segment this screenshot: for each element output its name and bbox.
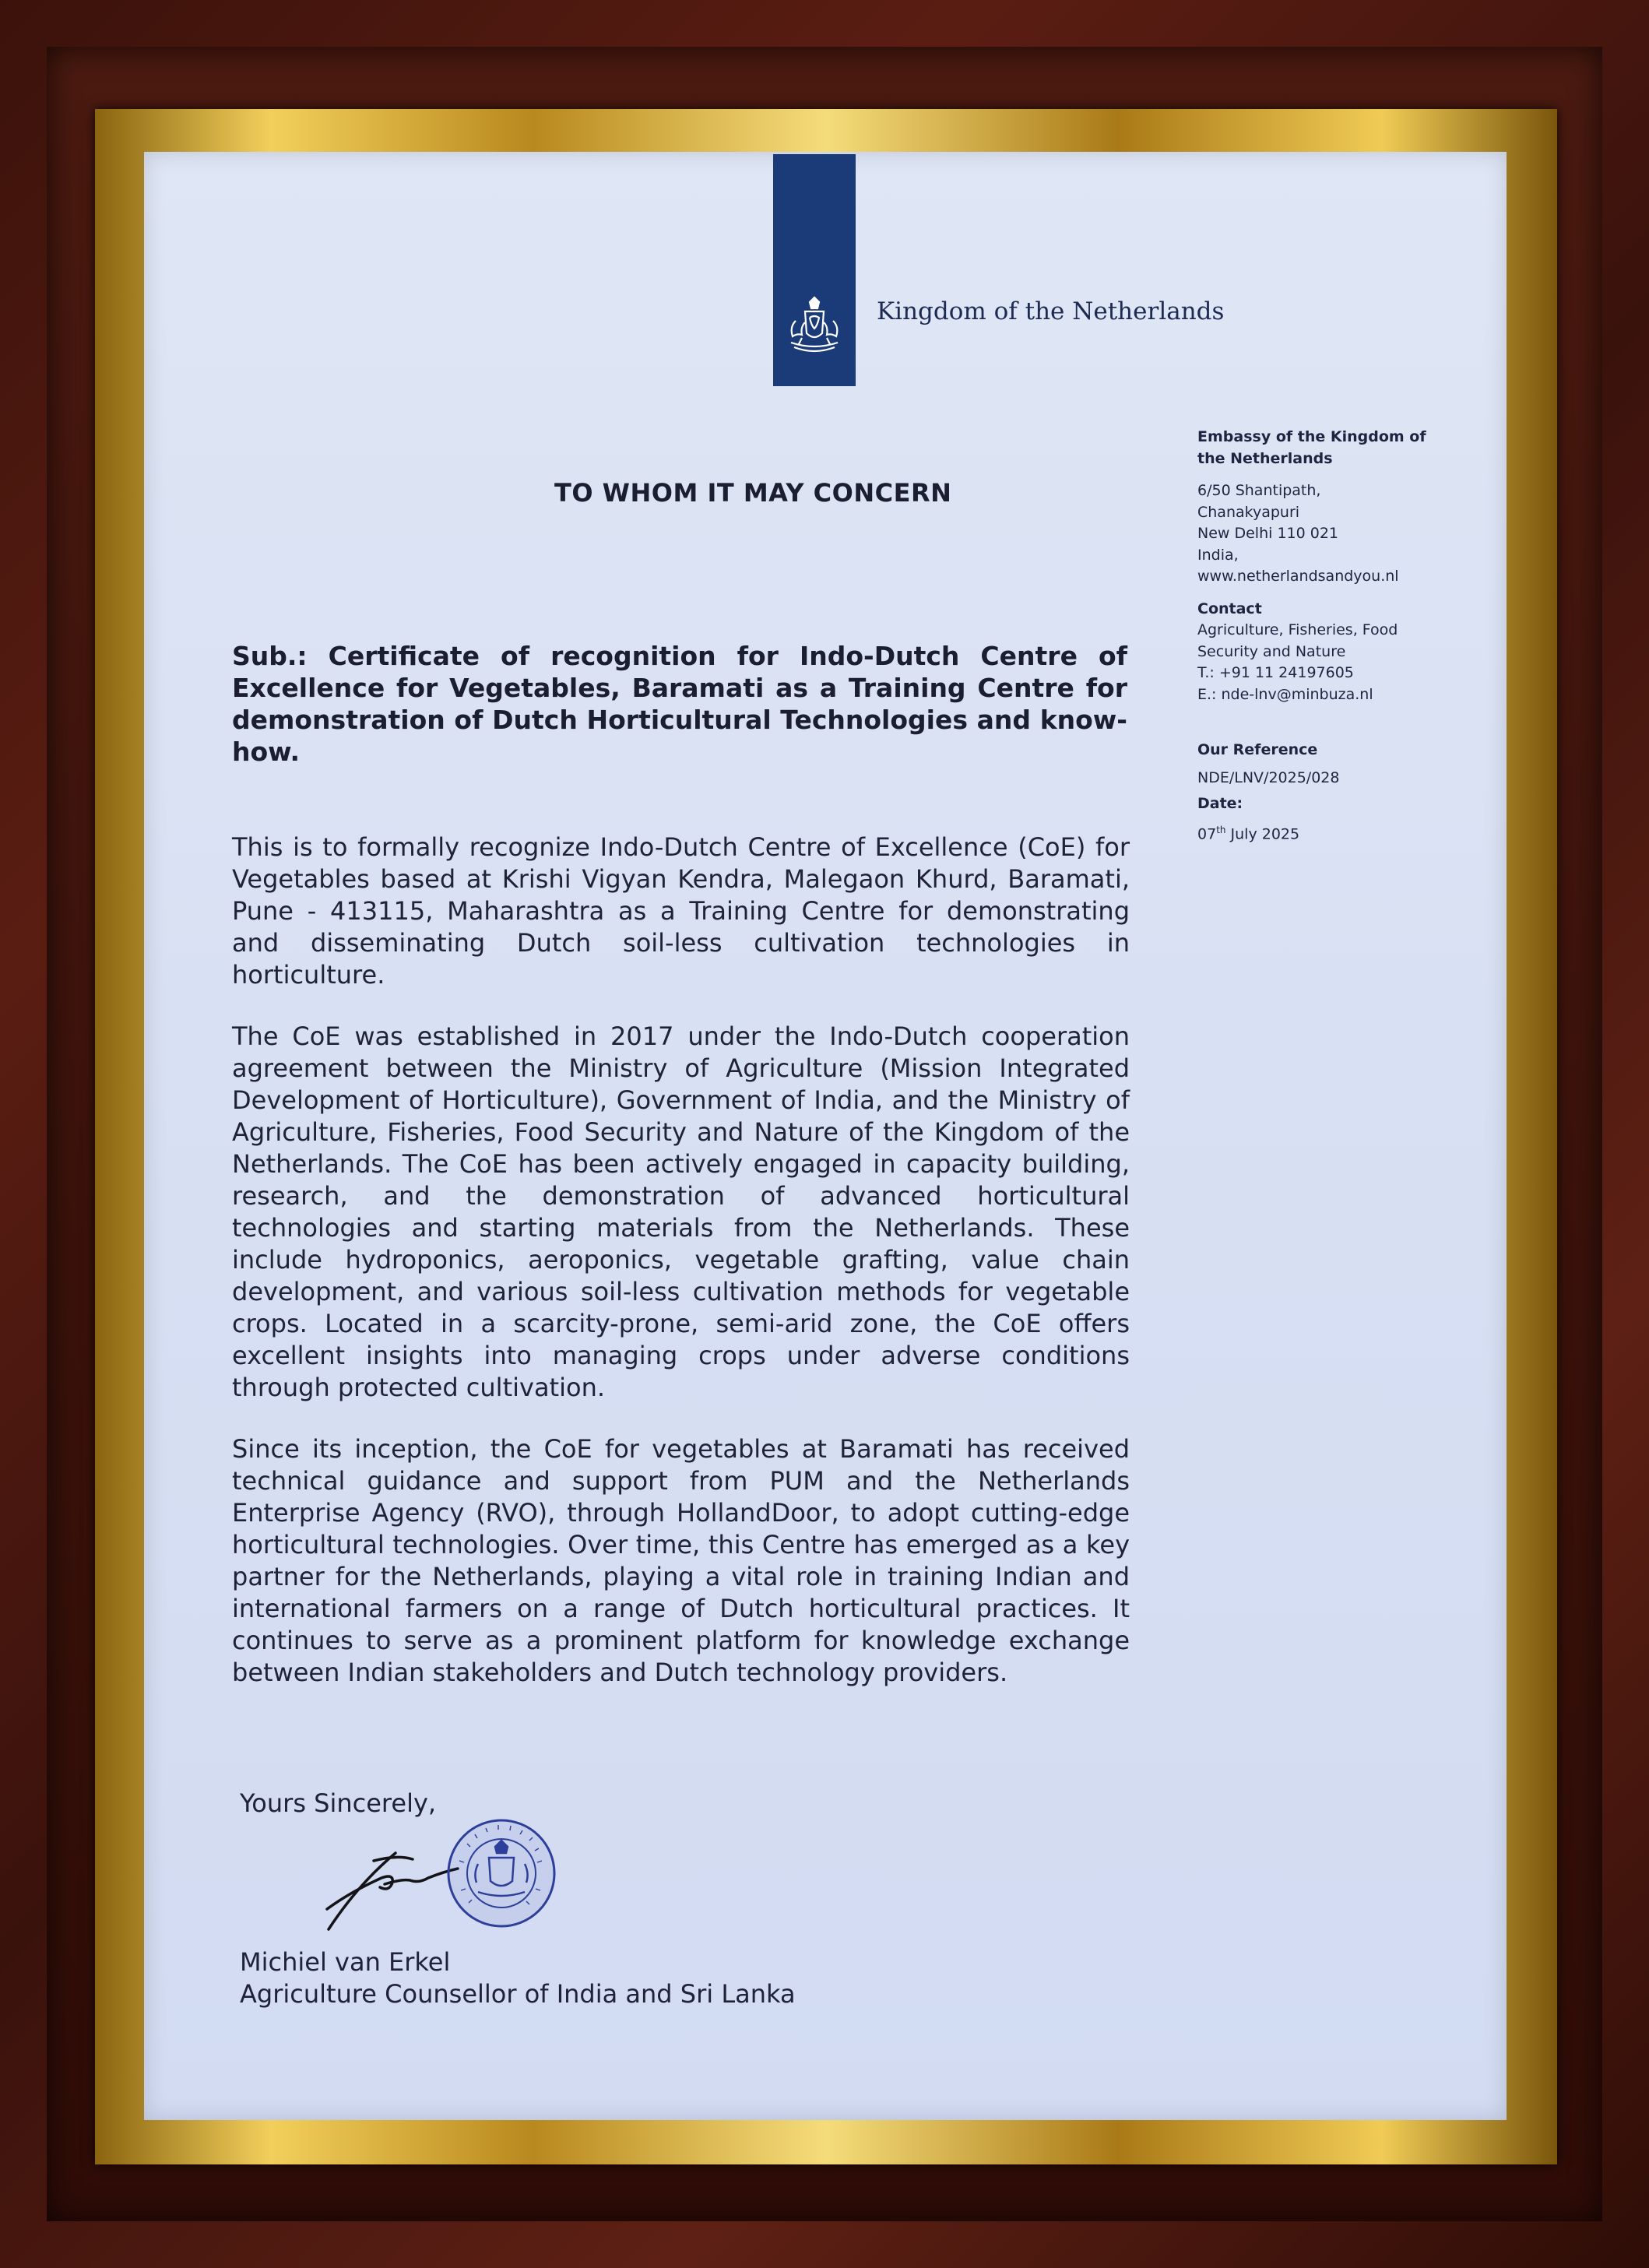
royal-coat-of-arms-icon — [779, 294, 850, 366]
letterhead-organization: Kingdom of the Netherlands — [877, 297, 1225, 325]
address-line: 6/50 Shantipath, — [1197, 482, 1321, 499]
contact-line: Agriculture, Fisheries, Food — [1197, 621, 1398, 638]
address-line: India, — [1197, 546, 1239, 564]
reference-heading: Our Reference — [1197, 741, 1318, 758]
website-text: www.netherlandsandyou.nl — [1197, 568, 1399, 585]
date-heading: Date: — [1197, 795, 1243, 812]
letter-title: TO WHOM IT MAY CONCERN — [554, 478, 952, 508]
letter-paragraph: The CoE was established in 2017 under the Indo-Dutch cooperation agreement between the Ministry of Agriculture (Mission Integrated Development of Horticulture), Government of India, and the Ministry of Agriculture, Fisheries, Food Security and Nature of the Kingdom of the Netherlands. The CoE has been actively engaged in capacity building, research, and the demonstration of advanced horticultural technologies and starting materials from the Netherlands. These include hydroponics, aeroponics, vegetable grafting, value chain development, and various soil-less cultivation methods for vegetable crops. Located in a scarcity-prone, semi-arid zone, the CoE offers excellent insights into managing crops under adverse conditions through protected cultivation. — [232, 1021, 1130, 1402]
signer-name: Michiel van Erkel — [240, 1947, 451, 1977]
embassy-address — [1197, 480, 1462, 588]
embassy-info-sidebar — [1197, 427, 1462, 845]
embassy-name: Embassy of the Kingdom of the Netherlands — [1197, 428, 1426, 467]
letter-closing: Yours Sincerely, — [240, 1788, 437, 1818]
reference-value: NDE/LNV/2025/028 — [1197, 768, 1340, 786]
date-value: 07th July 2025 — [1197, 824, 1300, 842]
email-text: E.: nde-lnv@minbuza.nl — [1197, 685, 1373, 703]
signer-role: Agriculture Counsellor of India and Sri Lanka — [240, 1979, 796, 2009]
phone-text: T.: +91 11 24197605 — [1197, 664, 1354, 681]
letter-paragraph: This is to formally recognize Indo-Dutch Centre of Excellence (CoE) for Vegetables based at Krishi Vigyan Kendra, Malegaon Khurd, Baramati, Pune - 413115, Maharashtra as a Training Centre for demonstrating and disseminating Dutch soil-less cultivation technologies in horticulture. — [232, 832, 1130, 990]
address-line: Chanakyapuri — [1197, 503, 1300, 521]
letter-paragraph: Since its inception, the CoE for vegetables at Baramati has received technical guidance and support from PUM and the Netherlands Enterprise Agency (RVO), through HollandDoor, to adopt cutting-edge horticultural technologies. Over time, this Centre has emerged as a key partner for the Netherlands, playing a vital role in training Indian and international farmers on a range of Dutch horticultural practices. It continues to serve as a prominent platform for knowledge exchange between Indian stakeholders and Dutch technology providers. — [232, 1434, 1130, 1687]
embassy-seal — [444, 1816, 559, 1931]
address-line: New Delhi 110 021 — [1197, 525, 1339, 542]
contact-heading: Contact — [1197, 600, 1262, 617]
contact-line: Security and Nature — [1197, 642, 1346, 660]
letter-subject: Sub.: Certificate of recognition for Indo-Dutch Centre of Excellence for Vegetables, Baramati as a Training Centre for demonstration of Dutch Horticultural Technologies and know-how. — [232, 641, 1127, 767]
contact-details — [1197, 620, 1462, 705]
